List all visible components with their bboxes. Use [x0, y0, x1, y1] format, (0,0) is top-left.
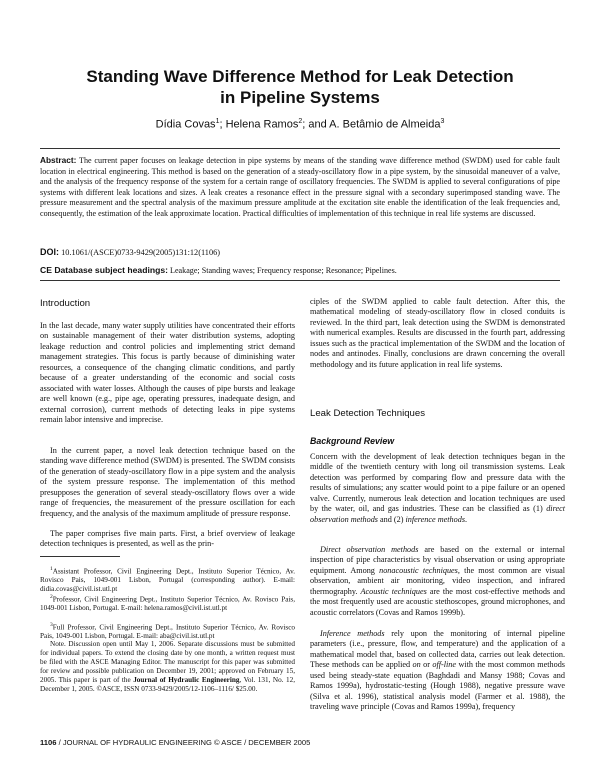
- heading-leak-detection-techniques: Leak Detection Techniques: [310, 408, 426, 419]
- author-3: ; and A. Betâmio de Almeida: [302, 118, 441, 131]
- footnote-rule: [40, 556, 120, 557]
- bg-p2-text-a: are based on the external or internal inspection of pipe characteristics by visual observation or using appropriate equipment. Among: [310, 545, 565, 575]
- author-2-sup: 2: [298, 118, 303, 125]
- subject-value: Leakage; Standing waves; Frequency response; Resonance; Pipelines.: [168, 266, 397, 275]
- abstract: [40, 155, 560, 220]
- note-journal-name: Journal of Hydraulic Engineering: [133, 675, 240, 684]
- note-text-b: , Vol. 131, No. 12, December 1, 2005. ©ASCE, ISSN 0733-9429/2005/12-1106–1116/ $25.00.: [40, 675, 295, 693]
- footnote-2: [40, 593, 295, 613]
- footnote-1-sup: 1: [50, 566, 53, 572]
- bg-p3-text-b: or: [420, 660, 433, 670]
- title-line-2: in Pipeline Systems: [220, 88, 380, 107]
- bg-p1-inference: inference methods: [405, 514, 466, 524]
- bg-p3-inference: Inference methods: [320, 629, 385, 638]
- footer-journal: / JOURNAL OF HYDRAULIC ENGINEERING © ASCE / DECEMBER 2005: [56, 738, 311, 747]
- header-rule-top: [40, 148, 560, 149]
- doi-label: DOI:: [40, 247, 59, 257]
- editorial-note: [40, 640, 295, 693]
- bg-p2-direct-observation: Direct observation methods: [320, 545, 419, 554]
- background-paragraph-3: [310, 629, 565, 713]
- footnote-3: [40, 621, 295, 641]
- footer-page-number: 1106: [40, 738, 57, 747]
- footnote-1: [40, 565, 295, 594]
- abstract-label: Abstract:: [40, 155, 77, 165]
- paper-title: [40, 66, 560, 108]
- author-list: [40, 118, 560, 131]
- intro-paragraph-3: The paper comprises five main parts. First, a brief overview of leakage detection techniques is presented, as well as the prin-: [40, 529, 295, 549]
- intro-paragraph-2: In the current paper, a novel leak detection technique based on the standing wave difference method (SWDM) is presented. The SWDM consists of the generation of steady-oscillatory flow in a pipe system and the analysis of the system pressure response. The implementation of this method presupposes the generation of several steady-oscillatory flows over a wide range of frequencies, the measurement of the pressure oscillation for each frequency, and the analysis of the maximum amplitude of pressure response.: [40, 446, 295, 518]
- author-1: Dídia Covas: [155, 118, 216, 131]
- bg-p1-text-b: and (2): [378, 514, 406, 524]
- note-text-a: Note. Discussion open until May 1, 2006. Separate discussions must be submitted for individual papers. To extend the closing date by one month, a written request must be filed with the ASCE Managing Editor. The manuscript for this paper was submitted for review and possible publication on December 19, 2001; approved on February 15, 2005. This paper is part of the: [40, 640, 295, 684]
- bg-p2-nonacoustic: nonacoustic techniques: [379, 565, 458, 575]
- bg-p3-off-line: off-line: [432, 660, 457, 670]
- footnote-3-sup: 3: [50, 622, 53, 628]
- background-paragraph-2: [310, 545, 565, 618]
- page-footer: [40, 738, 440, 747]
- doi-line: [40, 247, 560, 257]
- author-3-sup: 3: [440, 118, 445, 125]
- bg-p2-text-b: , the most common are visual observation, ambient air monitoring, video inspection, and infrared thermography.: [310, 565, 565, 596]
- bg-p2-text-c: are the most cost-effective methods and the most frequently used are acoustic stethoscopes, ground microphones, and acoustic correlators (Covas and Ramos 1999b).: [310, 586, 565, 617]
- footnote-2-text: Professor, Civil Engineering Dept., Instituto Superior Técnico, Av. Rovisco Pais, 1049-001 Lisbon, Portugal. E-mail: helena.ramos@civil.ist.utl.pt: [40, 595, 295, 613]
- header-rule-bottom: [40, 280, 560, 281]
- subject-headings: [40, 265, 560, 275]
- footnote-1-text: Assistant Professor, Civil Engineering Dept., Instituto Superior Técnico, Av. Rovisco Pais, 1049-001 Lisbon, Portugal (corresponding author). E-mail: didia.covas@civil.ist.utl.pt: [40, 567, 295, 594]
- intro-paragraph-1: In the last decade, many water supply utilities have concentrated their efforts on sustainable management of their water distribution systems, adopting leakage reduction and control policies and implementing strict demand management strategies. This focus is partly because of diminishing water resources, a consequence of the changing climatic conditions, and partly because of a greater understanding of the economic and social costs associated with water losses. Although the causes of pipe bursts and leakage are well known (e.g., pipe age, operating pressures, inadequate design, and external corrosion), current methods of detecting leaks in pipe systems remain labor intensive and imprecise.: [40, 321, 295, 425]
- author-1-sup: 1: [215, 118, 220, 125]
- footnote-3-text: Full Professor, Civil Engineering Dept., Instituto Superior Técnico, Av. Rovisco Pais, 1049-001 Lisbon, Portugal. E-mail: aba@civil.ist.utl.pt: [40, 623, 295, 641]
- bg-p1-direct-observation: direct observation methods: [310, 504, 565, 524]
- footnote-2-sup: 2: [50, 594, 53, 600]
- subject-label: CE Database subject headings:: [40, 265, 168, 275]
- bg-p2-acoustic: Acoustic techniques: [360, 586, 427, 596]
- title-line-1: Standing Wave Difference Method for Leak Detection: [86, 67, 514, 86]
- bg-p3-text-c: with the most common methods used being steady-state equation (Baghdadi and Mansy 1988; Covas and Ramos 1999a), hydrostatic-testing (Hough 1988), negative pressure wave (Silva et al. 1996), statistical analysis model (Farmer et al. 1988), the traveling wave principle (Covas and Ramos 1999a), frequency: [310, 660, 565, 712]
- intro-paragraph-3-continued: ciples of the SWDM applied to cable fault detection. After this, the mathematical modeling of steady-oscillatory flow in closed conduits is reviewed. In the third part, leak detection using the SWDM is demonstrated with numerical examples. Results are discussed in the fourth part, addressing issues such as the practical implementation of the SWDM and the location of nodes and antinodes. Finally, conclusions are drawn concerning the overall methodology and its future application in real life systems.: [310, 297, 565, 369]
- background-paragraph-1: [310, 452, 565, 525]
- bg-p3-text-a: rely upon the monitoring of internal pipeline parameters (i.e., pressure, flow, and temperature) and the application of a mathematical model that, based on collected data, carries out leak detection. These methods can be applied: [310, 629, 565, 670]
- bg-p1-text-c: .: [465, 514, 468, 524]
- heading-introduction: Introduction: [40, 298, 91, 309]
- subheading-background-review: Background Review: [310, 436, 395, 446]
- abstract-text: The current paper focuses on leakage detection in pipe systems by means of the standing wave difference method (SWDM) used for cable fault location in electrical engineering. This method is based on the generation of a steady-oscillatory flow in a pipe system, by the sinusoidal maneuver of a valve, and the analysis of the frequency response of the system for a certain range of oscillatory frequencies. The SWDM is applied to several configurations of pipe systems with different leak locations and sizes. A leak creates a resonance effect in the pressure signal with a secondary superimposed standing wave. The pressure measurement and the spectral analysis of the maximum pressure amplitude at the excitation site enable the identification of the leak frequencies and, consequently, the estimation of the leak approximate location. Practical difficulties of implementation of this technique in real life systems are discussed.: [40, 156, 560, 218]
- bg-p1-text-a: Concern with the development of leak detection techniques began in the middle of the twentieth century with long oil transmission systems. Leak detection was performed by comparing flow and pressure data with the results of simulations; any scatter would point to a pipe failure or an opened valve. Currently, numerous leak detection and location techniques are used by the water, oil, and gas industries. These can be classified as (1): [310, 452, 565, 514]
- author-2: ; Helena Ramos: [219, 118, 299, 131]
- bg-p3-on: on: [412, 660, 421, 670]
- doi-value: 10.1061/(ASCE)0733-9429(2005)131:12(1106): [59, 248, 221, 257]
